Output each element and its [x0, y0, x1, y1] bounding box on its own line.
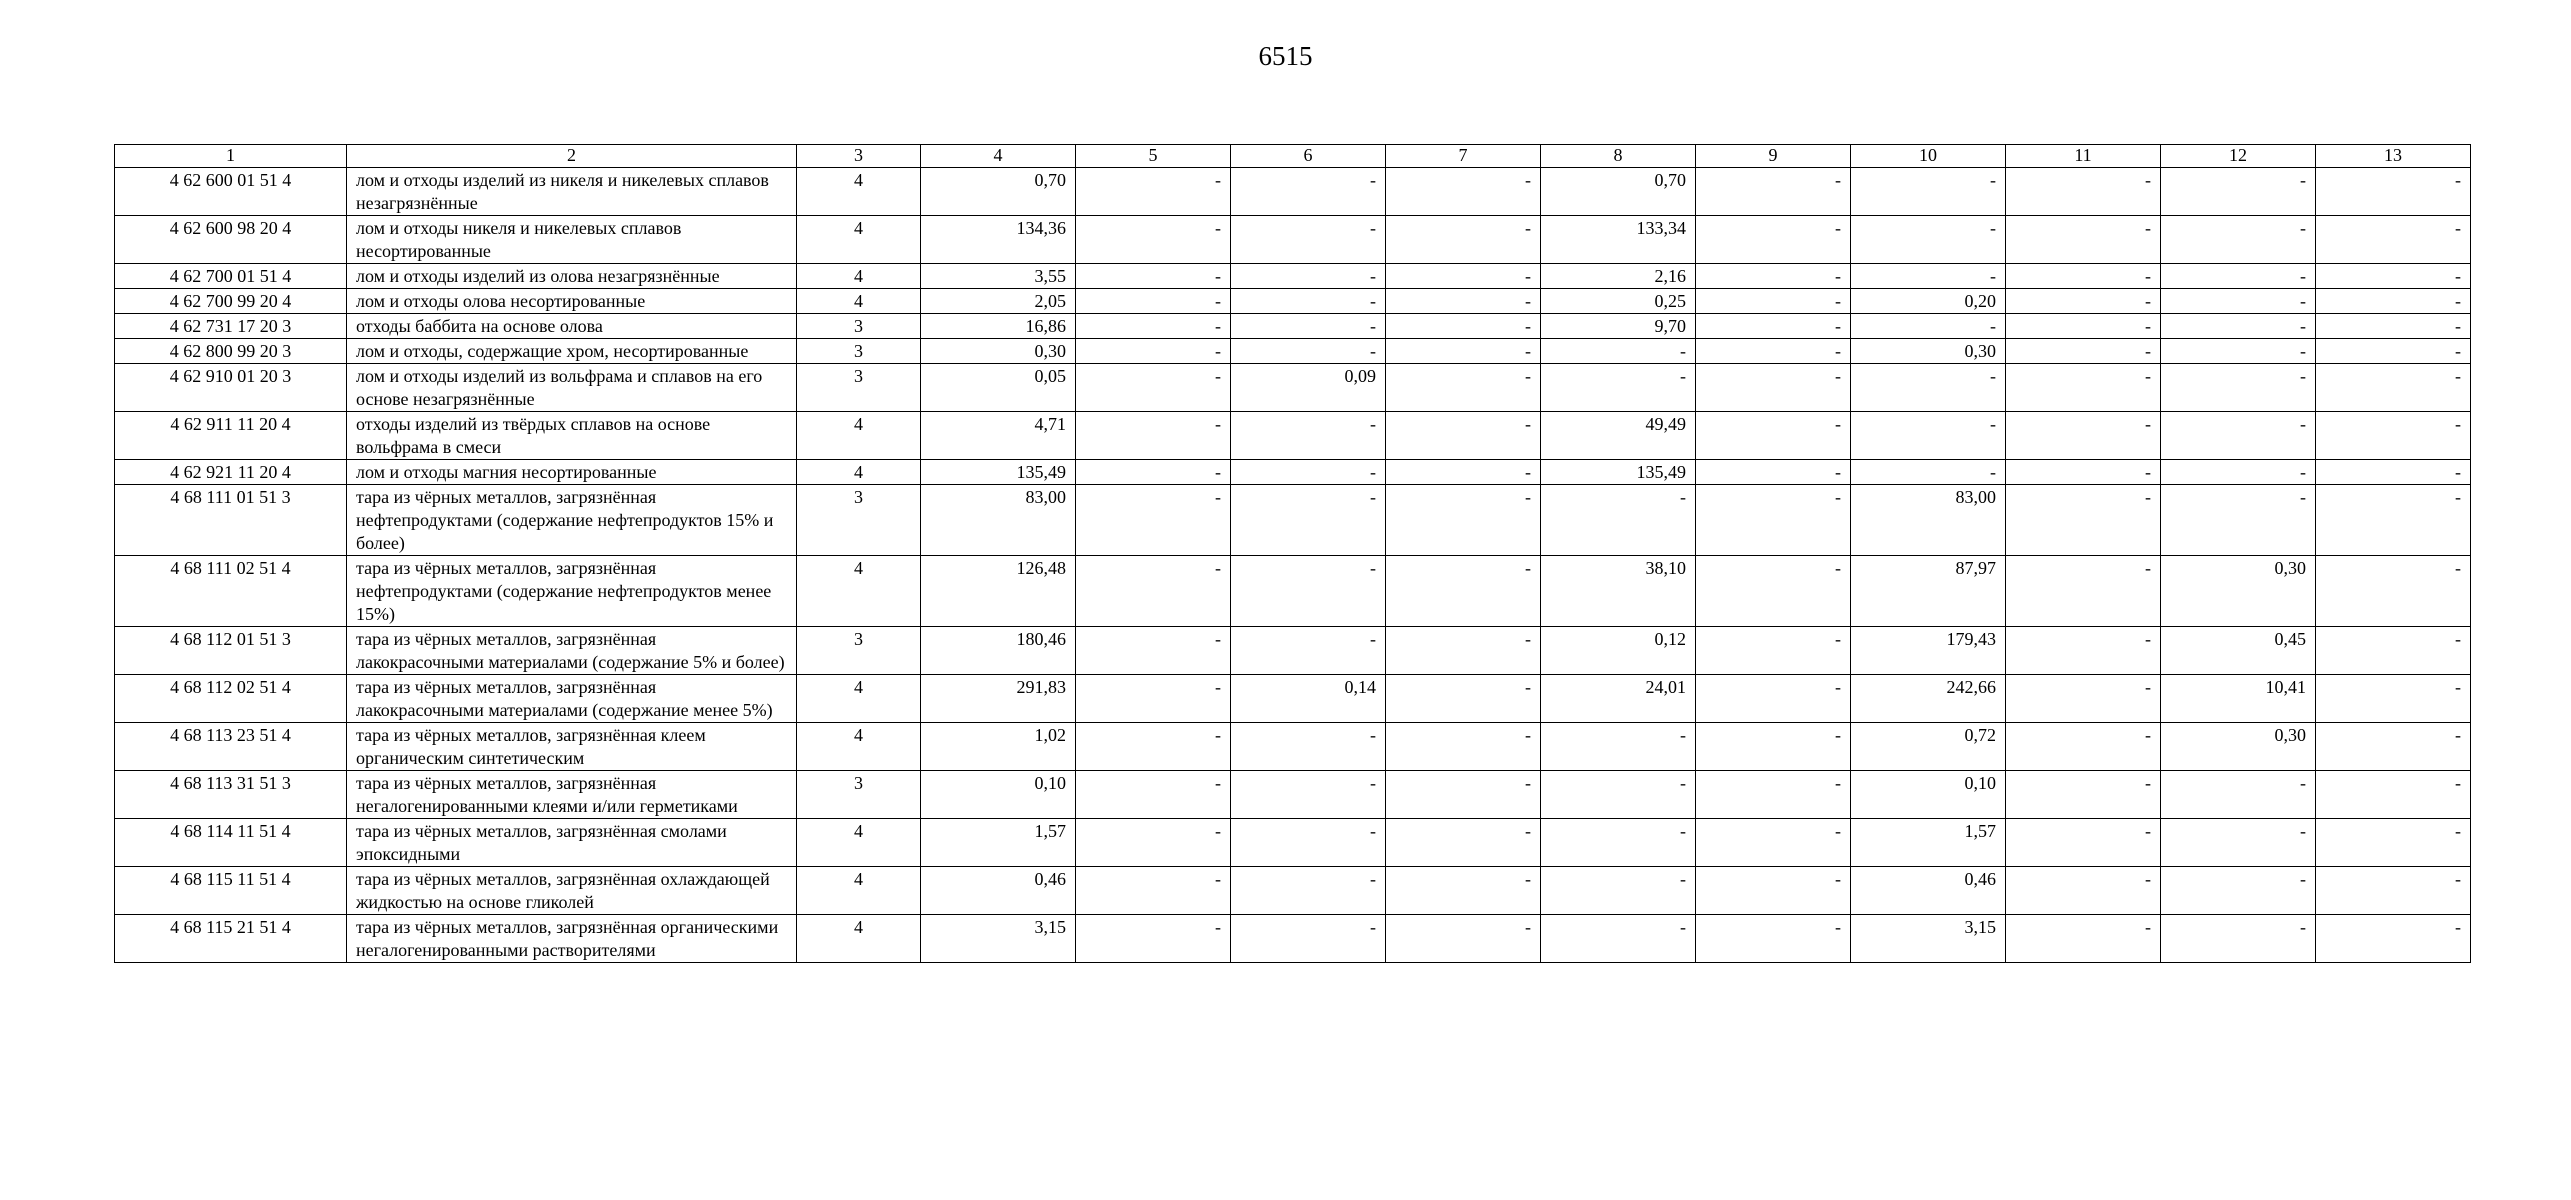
waste-code-cell: 4 62 910 01 20 3 — [115, 364, 347, 412]
hazard-class-cell: 3 — [797, 314, 921, 339]
waste-code-cell: 4 68 112 02 51 4 — [115, 675, 347, 723]
value-cell-col-10: 0,72 — [1851, 723, 2006, 771]
value-cell-col-7: - — [1386, 819, 1541, 867]
value-cell-col-10: 3,15 — [1851, 915, 2006, 963]
value-cell-col-13: - — [2316, 819, 2471, 867]
value-cell-col-13: - — [2316, 264, 2471, 289]
table-row — [115, 314, 2471, 339]
value-cell-col-9: - — [1696, 264, 1851, 289]
value-cell-col-11: - — [2006, 819, 2161, 867]
value-cell-col-11: - — [2006, 264, 2161, 289]
value-cell-col-7: - — [1386, 364, 1541, 412]
waste-code-cell: 4 68 112 01 51 3 — [115, 627, 347, 675]
hazard-class-cell: 4 — [797, 675, 921, 723]
value-cell-col-7: - — [1386, 915, 1541, 963]
value-cell-col-11: - — [2006, 364, 2161, 412]
value-cell-col-10: 179,43 — [1851, 627, 2006, 675]
value-cell-col-12: - — [2161, 460, 2316, 485]
value-cell-col-6: - — [1231, 289, 1386, 314]
value-cell-col-7: - — [1386, 771, 1541, 819]
value-cell-col-4: 0,05 — [921, 364, 1076, 412]
table-row — [115, 819, 2471, 867]
waste-code-cell: 4 68 115 21 51 4 — [115, 915, 347, 963]
value-cell-col-10: - — [1851, 364, 2006, 412]
value-cell-col-12: - — [2161, 264, 2316, 289]
waste-code-cell: 4 62 600 01 51 4 — [115, 168, 347, 216]
hazard-class-cell: 4 — [797, 168, 921, 216]
waste-code-cell: 4 68 114 11 51 4 — [115, 819, 347, 867]
waste-name-cell: лом и отходы никеля и никелевых сплавов несортированные — [347, 216, 797, 264]
table-row — [115, 460, 2471, 485]
value-cell-col-5: - — [1076, 314, 1231, 339]
waste-name-cell: лом и отходы олова несортированные — [347, 289, 797, 314]
value-cell-col-4: 134,36 — [921, 216, 1076, 264]
value-cell-col-6: - — [1231, 723, 1386, 771]
table-row — [115, 412, 2471, 460]
value-cell-col-6: - — [1231, 168, 1386, 216]
value-cell-col-10: - — [1851, 460, 2006, 485]
value-cell-col-12: - — [2161, 314, 2316, 339]
table-row — [115, 556, 2471, 627]
value-cell-col-4: 291,83 — [921, 675, 1076, 723]
value-cell-col-10: - — [1851, 168, 2006, 216]
column-header-4: 4 — [921, 145, 1076, 168]
value-cell-col-6: - — [1231, 556, 1386, 627]
value-cell-col-9: - — [1696, 556, 1851, 627]
value-cell-col-5: - — [1076, 627, 1231, 675]
value-cell-col-6: - — [1231, 264, 1386, 289]
value-cell-col-10: 0,20 — [1851, 289, 2006, 314]
value-cell-col-8: 9,70 — [1541, 314, 1696, 339]
waste-code-cell: 4 68 113 31 51 3 — [115, 771, 347, 819]
value-cell-col-10: 1,57 — [1851, 819, 2006, 867]
value-cell-col-4: 16,86 — [921, 314, 1076, 339]
value-cell-col-11: - — [2006, 314, 2161, 339]
value-cell-col-4: 0,10 — [921, 771, 1076, 819]
value-cell-col-4: 1,02 — [921, 723, 1076, 771]
value-cell-col-7: - — [1386, 264, 1541, 289]
column-header-7: 7 — [1386, 145, 1541, 168]
value-cell-col-8: - — [1541, 339, 1696, 364]
value-cell-col-11: - — [2006, 289, 2161, 314]
value-cell-col-5: - — [1076, 867, 1231, 915]
value-cell-col-5: - — [1076, 556, 1231, 627]
table-body — [115, 168, 2471, 963]
value-cell-col-5: - — [1076, 364, 1231, 412]
value-cell-col-11: - — [2006, 723, 2161, 771]
value-cell-col-11: - — [2006, 485, 2161, 556]
value-cell-col-12: - — [2161, 216, 2316, 264]
value-cell-col-5: - — [1076, 216, 1231, 264]
hazard-class-cell: 3 — [797, 339, 921, 364]
waste-code-cell: 4 62 800 99 20 3 — [115, 339, 347, 364]
hazard-class-cell: 3 — [797, 485, 921, 556]
value-cell-col-7: - — [1386, 314, 1541, 339]
value-cell-col-7: - — [1386, 412, 1541, 460]
value-cell-col-13: - — [2316, 216, 2471, 264]
value-cell-col-8: - — [1541, 819, 1696, 867]
waste-name-cell: тара из чёрных металлов, загрязнённая лакокрасочными материалами (содержание менее 5%) — [347, 675, 797, 723]
value-cell-col-4: 180,46 — [921, 627, 1076, 675]
page-number: 6515 — [1258, 41, 1313, 71]
value-cell-col-4: 126,48 — [921, 556, 1076, 627]
column-header-12: 12 — [2161, 145, 2316, 168]
value-cell-col-6: - — [1231, 771, 1386, 819]
value-cell-col-4: 3,55 — [921, 264, 1076, 289]
value-cell-col-9: - — [1696, 819, 1851, 867]
value-cell-col-5: - — [1076, 460, 1231, 485]
value-cell-col-9: - — [1696, 314, 1851, 339]
waste-name-cell: лом и отходы, содержащие хром, несортированные — [347, 339, 797, 364]
hazard-class-cell: 4 — [797, 723, 921, 771]
value-cell-col-7: - — [1386, 339, 1541, 364]
table-row — [115, 675, 2471, 723]
value-cell-col-12: 10,41 — [2161, 675, 2316, 723]
waste-code-cell: 4 62 600 98 20 4 — [115, 216, 347, 264]
column-header-11: 11 — [2006, 145, 2161, 168]
value-cell-col-13: - — [2316, 627, 2471, 675]
value-cell-col-6: - — [1231, 627, 1386, 675]
value-cell-col-7: - — [1386, 867, 1541, 915]
value-cell-col-6: - — [1231, 314, 1386, 339]
hazard-class-cell: 3 — [797, 627, 921, 675]
table-header-row — [115, 145, 2471, 168]
waste-name-cell: тара из чёрных металлов, загрязнённая смолами эпоксидными — [347, 819, 797, 867]
value-cell-col-12: 0,45 — [2161, 627, 2316, 675]
value-cell-col-9: - — [1696, 627, 1851, 675]
value-cell-col-5: - — [1076, 915, 1231, 963]
value-cell-col-4: 0,46 — [921, 867, 1076, 915]
value-cell-col-11: - — [2006, 867, 2161, 915]
waste-name-cell: тара из чёрных металлов, загрязнённая органическими негалогенированными растворителями — [347, 915, 797, 963]
value-cell-col-11: - — [2006, 627, 2161, 675]
value-cell-col-13: - — [2316, 364, 2471, 412]
value-cell-col-9: - — [1696, 723, 1851, 771]
waste-code-cell: 4 62 921 11 20 4 — [115, 460, 347, 485]
hazard-class-cell: 3 — [797, 771, 921, 819]
waste-name-cell: тара из чёрных металлов, загрязнённая негалогенированными клеями и/или герметиками — [347, 771, 797, 819]
waste-code-cell: 4 62 911 11 20 4 — [115, 412, 347, 460]
value-cell-col-9: - — [1696, 289, 1851, 314]
value-cell-col-4: 135,49 — [921, 460, 1076, 485]
value-cell-col-13: - — [2316, 556, 2471, 627]
table-row — [115, 168, 2471, 216]
value-cell-col-10: - — [1851, 264, 2006, 289]
value-cell-col-13: - — [2316, 723, 2471, 771]
value-cell-col-11: - — [2006, 556, 2161, 627]
value-cell-col-4: 1,57 — [921, 819, 1076, 867]
value-cell-col-11: - — [2006, 412, 2161, 460]
value-cell-col-12: - — [2161, 364, 2316, 412]
value-cell-col-12: - — [2161, 819, 2316, 867]
value-cell-col-8: - — [1541, 364, 1696, 412]
column-header-2: 2 — [347, 145, 797, 168]
table-row — [115, 771, 2471, 819]
value-cell-col-11: - — [2006, 675, 2161, 723]
column-header-6: 6 — [1231, 145, 1386, 168]
value-cell-col-8: 135,49 — [1541, 460, 1696, 485]
value-cell-col-10: 87,97 — [1851, 556, 2006, 627]
table-row — [115, 216, 2471, 264]
hazard-class-cell: 4 — [797, 460, 921, 485]
column-header-3: 3 — [797, 145, 921, 168]
value-cell-col-7: - — [1386, 675, 1541, 723]
waste-name-cell: отходы баббита на основе олова — [347, 314, 797, 339]
value-cell-col-13: - — [2316, 412, 2471, 460]
value-cell-col-12: 0,30 — [2161, 556, 2316, 627]
value-cell-col-6: - — [1231, 460, 1386, 485]
value-cell-col-13: - — [2316, 460, 2471, 485]
value-cell-col-8: 2,16 — [1541, 264, 1696, 289]
value-cell-col-12: - — [2161, 485, 2316, 556]
value-cell-col-11: - — [2006, 915, 2161, 963]
value-cell-col-6: - — [1231, 485, 1386, 556]
value-cell-col-13: - — [2316, 289, 2471, 314]
value-cell-col-11: - — [2006, 460, 2161, 485]
waste-code-cell: 4 68 115 11 51 4 — [115, 867, 347, 915]
value-cell-col-4: 2,05 — [921, 289, 1076, 314]
value-cell-col-9: - — [1696, 675, 1851, 723]
value-cell-col-9: - — [1696, 412, 1851, 460]
value-cell-col-11: - — [2006, 168, 2161, 216]
value-cell-col-4: 4,71 — [921, 412, 1076, 460]
value-cell-col-13: - — [2316, 771, 2471, 819]
value-cell-col-5: - — [1076, 485, 1231, 556]
value-cell-col-5: - — [1076, 771, 1231, 819]
value-cell-col-8: - — [1541, 723, 1696, 771]
value-cell-col-11: - — [2006, 339, 2161, 364]
value-cell-col-12: - — [2161, 771, 2316, 819]
value-cell-col-7: - — [1386, 460, 1541, 485]
value-cell-col-8: 0,25 — [1541, 289, 1696, 314]
waste-name-cell: лом и отходы изделий из олова незагрязнённые — [347, 264, 797, 289]
waste-name-cell: отходы изделий из твёрдых сплавов на основе вольфрама в смеси — [347, 412, 797, 460]
waste-data-table — [114, 144, 2471, 963]
hazard-class-cell: 4 — [797, 216, 921, 264]
column-header-9: 9 — [1696, 145, 1851, 168]
value-cell-col-4: 0,30 — [921, 339, 1076, 364]
table-row — [115, 627, 2471, 675]
value-cell-col-6: 0,14 — [1231, 675, 1386, 723]
value-cell-col-7: - — [1386, 556, 1541, 627]
waste-name-cell: лом и отходы магния несортированные — [347, 460, 797, 485]
hazard-class-cell: 4 — [797, 264, 921, 289]
value-cell-col-10: - — [1851, 216, 2006, 264]
hazard-class-cell: 4 — [797, 867, 921, 915]
hazard-class-cell: 4 — [797, 289, 921, 314]
value-cell-col-8: 24,01 — [1541, 675, 1696, 723]
value-cell-col-5: - — [1076, 412, 1231, 460]
value-cell-col-12: - — [2161, 867, 2316, 915]
value-cell-col-9: - — [1696, 867, 1851, 915]
column-header-10: 10 — [1851, 145, 2006, 168]
waste-name-cell: тара из чёрных металлов, загрязнённая нефтепродуктами (содержание нефтепродуктов менее 15%) — [347, 556, 797, 627]
waste-name-cell: тара из чёрных металлов, загрязнённая клеем органическим синтетическим — [347, 723, 797, 771]
table-row — [115, 485, 2471, 556]
value-cell-col-7: - — [1386, 289, 1541, 314]
value-cell-col-12: - — [2161, 412, 2316, 460]
value-cell-col-10: - — [1851, 412, 2006, 460]
value-cell-col-9: - — [1696, 339, 1851, 364]
hazard-class-cell: 3 — [797, 364, 921, 412]
value-cell-col-9: - — [1696, 460, 1851, 485]
value-cell-col-6: - — [1231, 216, 1386, 264]
table-row — [115, 723, 2471, 771]
value-cell-col-6: - — [1231, 867, 1386, 915]
column-header-1: 1 — [115, 145, 347, 168]
waste-code-cell: 4 62 700 01 51 4 — [115, 264, 347, 289]
value-cell-col-6: - — [1231, 339, 1386, 364]
value-cell-col-12: 0,30 — [2161, 723, 2316, 771]
value-cell-col-7: - — [1386, 216, 1541, 264]
value-cell-col-5: - — [1076, 723, 1231, 771]
value-cell-col-5: - — [1076, 819, 1231, 867]
value-cell-col-12: - — [2161, 168, 2316, 216]
value-cell-col-5: - — [1076, 264, 1231, 289]
value-cell-col-8: - — [1541, 867, 1696, 915]
value-cell-col-8: 38,10 — [1541, 556, 1696, 627]
table-row — [115, 867, 2471, 915]
value-cell-col-8: - — [1541, 915, 1696, 963]
value-cell-col-9: - — [1696, 364, 1851, 412]
value-cell-col-10: 0,10 — [1851, 771, 2006, 819]
column-header-8: 8 — [1541, 145, 1696, 168]
value-cell-col-9: - — [1696, 915, 1851, 963]
value-cell-col-7: - — [1386, 485, 1541, 556]
value-cell-col-11: - — [2006, 771, 2161, 819]
waste-code-cell: 4 68 113 23 51 4 — [115, 723, 347, 771]
waste-code-cell: 4 68 111 01 51 3 — [115, 485, 347, 556]
table-row — [115, 364, 2471, 412]
value-cell-col-13: - — [2316, 314, 2471, 339]
waste-name-cell: лом и отходы изделий из вольфрама и сплавов на его основе незагрязнённые — [347, 364, 797, 412]
value-cell-col-8: 0,70 — [1541, 168, 1696, 216]
table-row — [115, 915, 2471, 963]
value-cell-col-8: 0,12 — [1541, 627, 1696, 675]
value-cell-col-10: 83,00 — [1851, 485, 2006, 556]
waste-code-cell: 4 68 111 02 51 4 — [115, 556, 347, 627]
value-cell-col-10: 0,30 — [1851, 339, 2006, 364]
value-cell-col-11: - — [2006, 216, 2161, 264]
value-cell-col-9: - — [1696, 771, 1851, 819]
waste-code-cell: 4 62 700 99 20 4 — [115, 289, 347, 314]
value-cell-col-7: - — [1386, 168, 1541, 216]
value-cell-col-12: - — [2161, 915, 2316, 963]
value-cell-col-5: - — [1076, 168, 1231, 216]
waste-name-cell: лом и отходы изделий из никеля и никелевых сплавов незагрязнённые — [347, 168, 797, 216]
value-cell-col-9: - — [1696, 168, 1851, 216]
value-cell-col-12: - — [2161, 289, 2316, 314]
column-header-13: 13 — [2316, 145, 2471, 168]
value-cell-col-10: - — [1851, 314, 2006, 339]
value-cell-col-7: - — [1386, 627, 1541, 675]
value-cell-col-13: - — [2316, 915, 2471, 963]
value-cell-col-5: - — [1076, 289, 1231, 314]
value-cell-col-12: - — [2161, 339, 2316, 364]
value-cell-col-6: 0,09 — [1231, 364, 1386, 412]
value-cell-col-6: - — [1231, 819, 1386, 867]
value-cell-col-5: - — [1076, 675, 1231, 723]
value-cell-col-6: - — [1231, 915, 1386, 963]
value-cell-col-13: - — [2316, 168, 2471, 216]
hazard-class-cell: 4 — [797, 556, 921, 627]
value-cell-col-8: - — [1541, 771, 1696, 819]
hazard-class-cell: 4 — [797, 819, 921, 867]
waste-name-cell: тара из чёрных металлов, загрязнённая охлаждающей жидкостью на основе гликолей — [347, 867, 797, 915]
value-cell-col-4: 0,70 — [921, 168, 1076, 216]
value-cell-col-13: - — [2316, 867, 2471, 915]
value-cell-col-10: 242,66 — [1851, 675, 2006, 723]
value-cell-col-8: 133,34 — [1541, 216, 1696, 264]
value-cell-col-6: - — [1231, 412, 1386, 460]
value-cell-col-13: - — [2316, 485, 2471, 556]
value-cell-col-4: 83,00 — [921, 485, 1076, 556]
value-cell-col-9: - — [1696, 216, 1851, 264]
table-row — [115, 289, 2471, 314]
value-cell-col-10: 0,46 — [1851, 867, 2006, 915]
column-header-5: 5 — [1076, 145, 1231, 168]
table-row — [115, 339, 2471, 364]
value-cell-col-7: - — [1386, 723, 1541, 771]
value-cell-col-13: - — [2316, 675, 2471, 723]
waste-code-cell: 4 62 731 17 20 3 — [115, 314, 347, 339]
value-cell-col-8: 49,49 — [1541, 412, 1696, 460]
table-row — [115, 264, 2471, 289]
waste-name-cell: тара из чёрных металлов, загрязнённая нефтепродуктами (содержание нефтепродуктов 15% и более) — [347, 485, 797, 556]
hazard-class-cell: 4 — [797, 412, 921, 460]
waste-name-cell: тара из чёрных металлов, загрязнённая лакокрасочными материалами (содержание 5% и более) — [347, 627, 797, 675]
value-cell-col-9: - — [1696, 485, 1851, 556]
value-cell-col-4: 3,15 — [921, 915, 1076, 963]
value-cell-col-5: - — [1076, 339, 1231, 364]
hazard-class-cell: 4 — [797, 915, 921, 963]
value-cell-col-8: - — [1541, 485, 1696, 556]
value-cell-col-13: - — [2316, 339, 2471, 364]
